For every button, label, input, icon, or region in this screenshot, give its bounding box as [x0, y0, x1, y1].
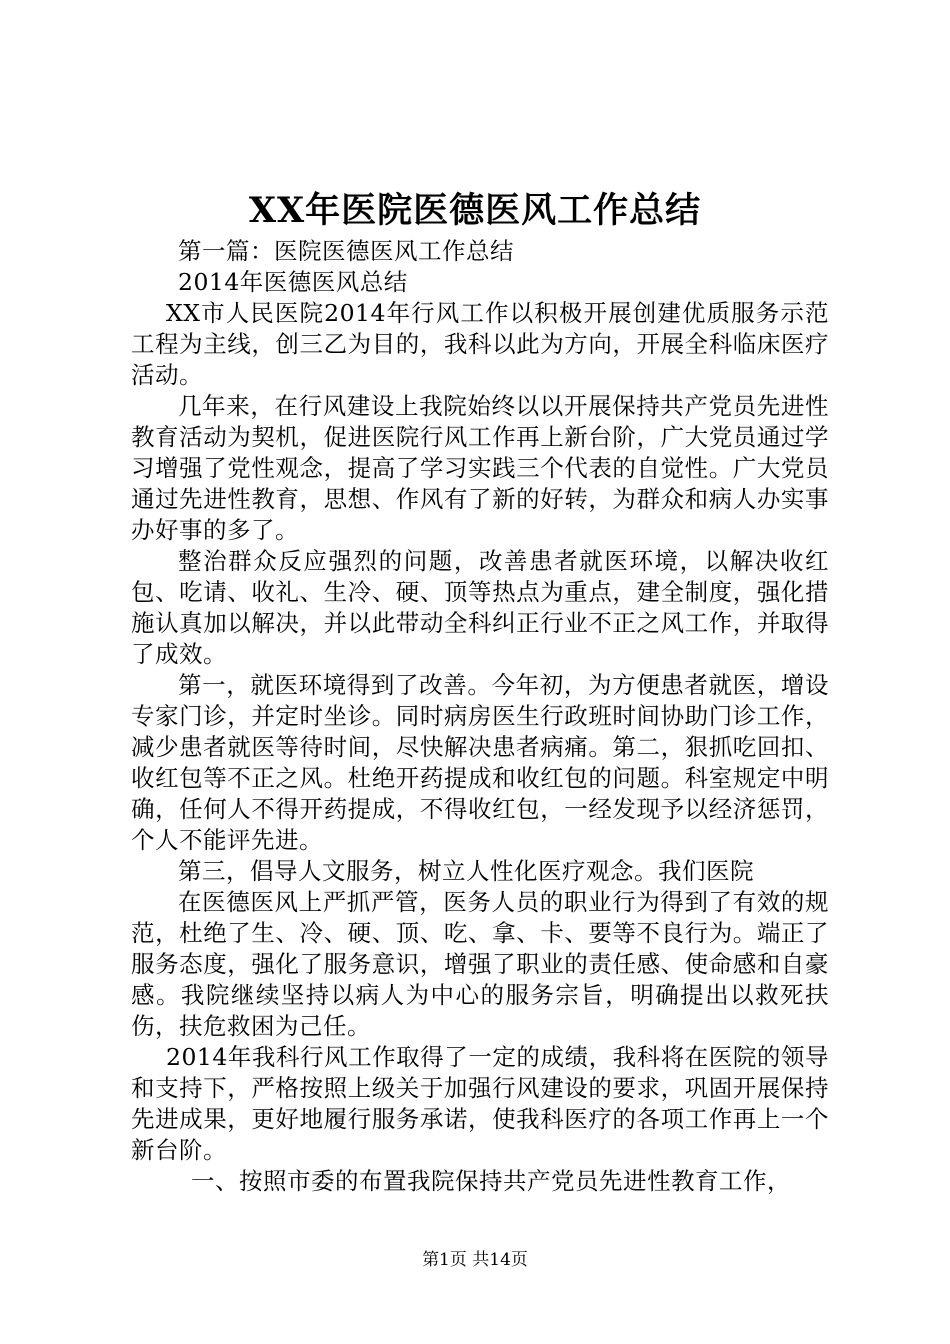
paragraph: 在医德医风上严抓严管，医务人员的职业行为得到了有效的规范，杜绝了生、冷、硬、顶、吃、拿、卡、要等不良行为。端正了服务态度，强化了服务意识，增强了职业的责任感、使命感和自豪感。我院继续坚持以病人为中心的服务宗旨，明确提出以救死扶伤，扶危救困为己任。: [131, 888, 829, 1040]
paragraph: 第一，就医环境得到了改善。今年初，为方便患者就医，增设专家门诊，并定时坐诊。同时病房医生行政班时间协助门诊工作，减少患者就医等待时间，尽快解决患者病痛。第二，狠抓吃回扣、收红包等不正之风。杜绝开药提成和收红包的问题。科室规定中明确，任何人不得开药提成，不得收红包，一经发现予以经济惩罚，个人不能评先进。: [131, 671, 829, 854]
paragraph: 2014年医德医风总结: [178, 268, 408, 296]
paragraph: 一、按照市委的布置我院保持共产党员先进性教育工作，: [191, 1167, 791, 1195]
document-title: XX年医院医德医风工作总结: [248, 190, 702, 231]
paragraph: 2014年我科行风工作取得了一定的成绩，我科将在医院的领导和支持下，严格按照上级关于加强行风建设的要求，巩固开展保持先进成果，更好地履行服务承诺，使我科医疗的各项工作再上一个新台阶。: [131, 1043, 829, 1164]
paragraph: 第一篇：医院医德医风工作总结: [178, 237, 514, 265]
paragraph: 几年来，在行风建设上我院始终以以开展保持共产党员先进性教育活动为契机，促进医院行风工作再上新台阶，广大党员通过学习增强了党性观念，提高了学习实践三个代表的自觉性。广大党员通过先进性教育，思想、作风有了新的好转，为群众和病人办实事办好事的多了。: [131, 392, 829, 544]
paragraph: 整治群众反应强烈的问题，改善患者就医环境，以解决收红包、吃请、收礼、生冷、硬、顶等热点为重点，建全制度，强化措施认真加以解决，并以此带动全科纠正行业不正之风工作，并取得了成效。: [131, 547, 829, 668]
document-body: [131, 236, 829, 1197]
paragraph: 第三，倡导人文服务，树立人性化医疗观念。我们医院: [178, 857, 754, 885]
page-number-footer: 第1页 共14页: [422, 1250, 528, 1270]
paragraph: XX市人民医院2014年行风工作以积极开展创建优质服务示范工程为主线，创三乙为目的，我科以此为方向，开展全科临床医疗活动。: [131, 299, 829, 389]
